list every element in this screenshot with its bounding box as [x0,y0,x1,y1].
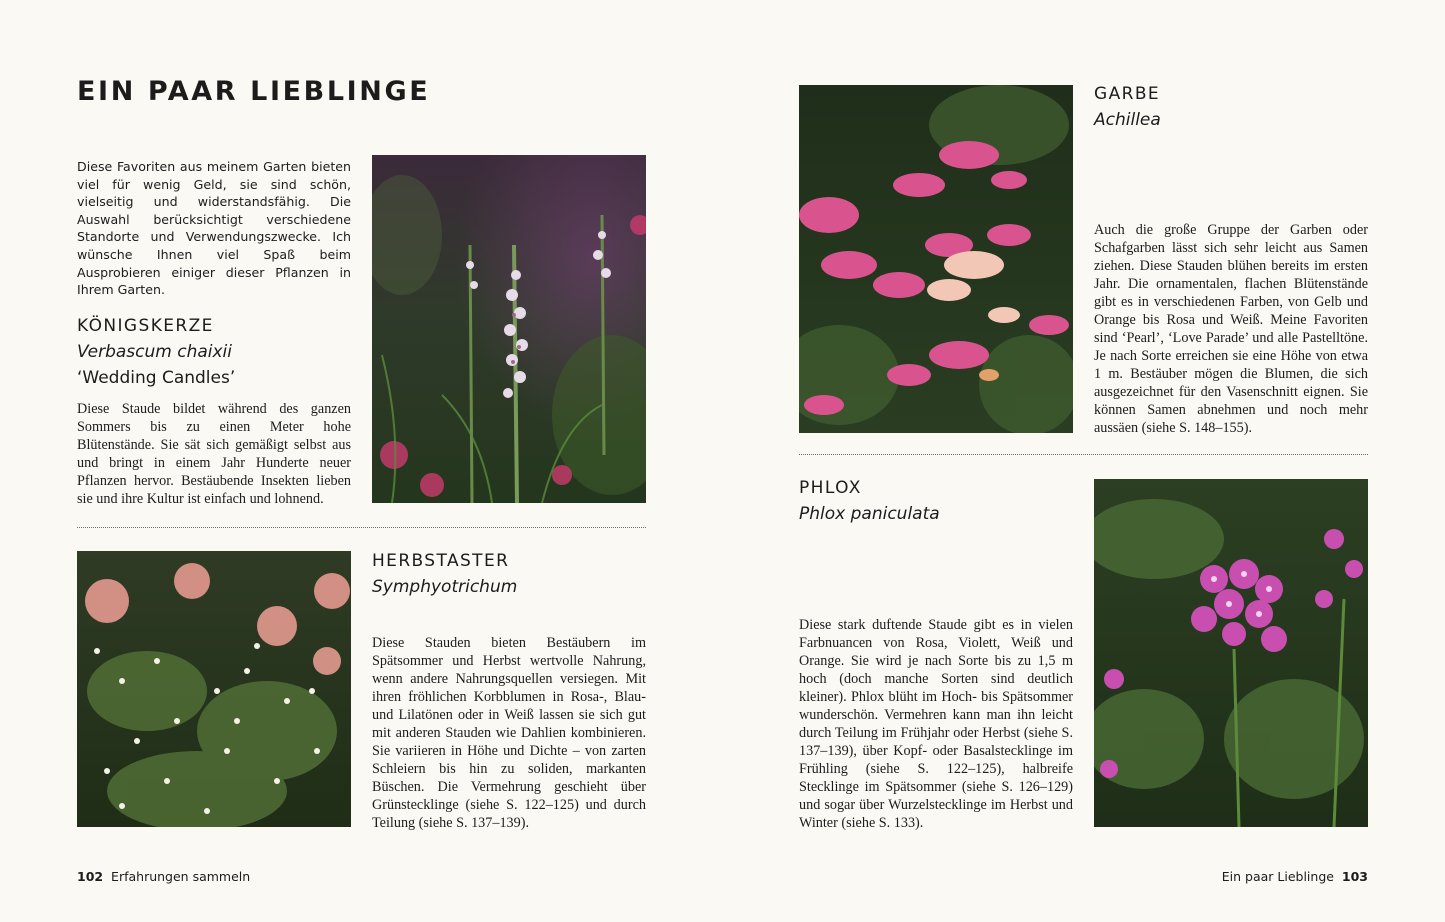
koenigskerze-latin: Verbascum chaixii [77,342,233,362]
herbstaster-name: HERBSTASTER [372,551,510,571]
koenigskerze-name: KÖNIGSKERZE [77,316,214,336]
herbstaster-photo [77,551,351,827]
page-number-left: 102 [77,869,104,884]
divider-left [77,527,646,528]
garbe-latin: Achillea [1094,110,1161,130]
garbe-text: Auch die große Gruppe der Garben oder Schafgarben lässt sich sehr leicht aus Samen ziehen. Diese Stauden blühen bereits im ersten Jahr. Die ornamentalen, flachen Blütenstände gibt es in verschiedenen Farben, von Gelb und Orange bis Rosa und Weiß. Meine Favoriten sind ‘Pearl’, ‘Love Parade’ und alle Pastelltöne. Je nach Sorte erreichen sie eine Höhe von etwa 1 m. Bestäuber mögen die Blumen, die sich ausgezeichnet für den Vasenschnitt eignen. Sie können Samen abnehmen und noch mehr aussäen (siehe S. 148–155). [1094,222,1368,436]
herbstaster-text: Diese Stauden bieten Bestäubern im Spätsommer und Herbst wertvolle Nahrung, wenn andere Nahrungsquellen versiegen. Mit ihren fröhlichen Korbblumen in Rosa-, Blau- und Lilatönen oder in Weiß lassen sie sich gut mit anderen Stauden wie Dahlien kombinieren. Sie variieren in Höhe und Dichte – von zarten Schleiern bis hin zu soliden, markanten Büschen. Die Vermehrung geschieht über Grünstecklinge (siehe S. 122–125) und durch Teilung (siehe S. 137–139). [372,635,646,831]
koenigskerze-text: Diese Staude bildet während des ganzen Sommers bis zu einen Meter hohe Blütenstände. Sie sät sich gemäßigt selbst aus und bringt in einem Jahr Hunderte neuer Pflanzen hervor. Bestäubende Insekten lieben sie und ihre Kultur ist einfach und lohnend. [77,401,351,507]
footer-left [77,869,250,884]
page-title: EIN PAAR LIEBLINGE [77,76,431,107]
herbstaster-latin: Symphyotrichum [372,577,518,597]
koenigskerze-photo [372,155,646,503]
phlox-text: Diese stark duftende Staude gibt es in vielen Farbnuancen von Rosa, Violett, Weiß und Orange. Sie wird je nach Sorte bis zu 1,5 m hoch (doch manche Sorten sind deutlich kleiner). Phlox blüht im Hoch- bis Spätsommer wunderschön. Vermehren kann man ihn leicht durch Teilung im Frühjahr oder Herbst (siehe S. 137–139), über Kopf- oder Basalstecklinge im Frühling (siehe S. 122–125), halbreife Stecklinge im Spätsommer (siehe S. 126–129) und sogar über Wurzelstecklinge im Herbst und Winter (siehe S. 133). [799,617,1073,831]
footer-section-right: Ein paar Lieblinge [1221,869,1334,884]
page-number-right: 103 [1341,869,1368,884]
intro-text: Diese Favoriten aus meinem Garten bieten viel für wenig Geld, sie sind schön, vielseitig und widerstandsfähig. Die Auswahl berücksichtigt verschiedene Standorte und Verwendungszwecke. Ich wünsche Ihnen viel Spaß beim Ausprobieren einiger dieser Pflanzen in Ihrem Garten. [77,159,351,298]
garbe-name: GARBE [1094,84,1161,104]
koenigskerze-cultivar: ‘Wedding Candles’ [77,368,236,388]
footer-section-left: Erfahrungen sammeln [111,869,251,884]
phlox-photo [1094,479,1368,827]
divider-right [799,454,1368,455]
footer-right [1222,869,1368,884]
garbe-photo [799,85,1073,433]
phlox-name: PHLOX [799,478,862,498]
phlox-latin: Phlox paniculata [799,504,940,524]
